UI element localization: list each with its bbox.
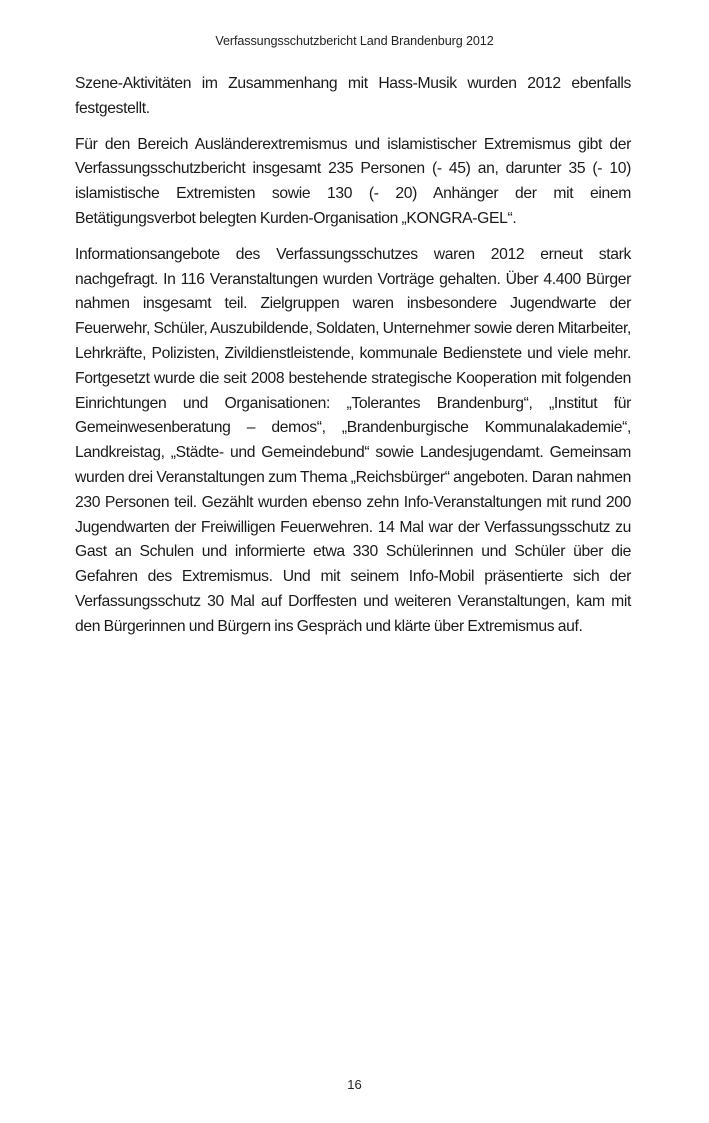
paragraph-informationsangebote: Informationsangebote des Verfassungsschutzes waren 2012 erneut stark nachgefragt. In 116 Veranstaltungen wurden Vorträge gehalten. Über 4.400 Bürger nahmen insgesamt teil. Zielgruppen waren insbesondere Jugendwarte der Feuerwehr, Schüler, Auszubildende, Soldaten, Unternehmer sowie deren Mitarbeiter, Lehrkräfte, Polizisten, Zivildienstleistende, kommunale Bedienstete und viele mehr. Fortgesetzt wurde die seit 2008 bestehende strategische Kooperation mit folgenden Einrichtungen und Organisationen: „Tolerantes Brandenburg“, „Institut für Gemeinwesenberatung – demos“, „Brandenburgische Kommunalakademie“, Landkreistag, „Städte- und Gemeindebund“ sowie Landesjugendamt. Gemeinsam wurden drei Veranstaltungen zum Thema „Reichsbürger“ angeboten. Daran nahmen 230 Personen teil. Gezählt wurden ebenso zehn Info-Veranstaltungen mit rund 200 Jugendwarten der Freiwilligen Feuerwehren. 14 Mal war der Verfassungsschutz zu Gast an Schulen und informierte etwa 330 Schülerinnen und Schüler über die Gefahren des Extremismus. Und mit seinem Info-Mobil präsentierte sich der Verfassungsschutz 30 Mal auf Dorffesten und weiteren Veranstaltungen, kam mit den Bürgerinnen und Bürgern ins Gespräch und klärte über Extremismus auf. [75, 245, 631, 635]
paragraph-hass-musik: Szene-Aktivitäten im Zusammenhang mit Hass-Musik wurden 2012 ebenfalls festgestellt. [75, 75, 631, 117]
running-header: Verfassungsschutzbericht Land Brandenburg 2012 [215, 34, 494, 48]
paragraph-auslaenderextremismus: Für den Bereich Ausländerextremismus und islamistischer Extremismus gibt der Verfassungsschutzbericht insgesamt 235 Personen (- 45) an, darunter 35 (- 10) islamistische Extremisten sowie 130 (- 20) Anhänger der mit einem Betätigungsverbot belegten Kurden-Organisation „KONGRA-GEL“. [75, 135, 631, 227]
body-text [75, 72, 631, 651]
page-number: 16 [347, 1077, 362, 1092]
